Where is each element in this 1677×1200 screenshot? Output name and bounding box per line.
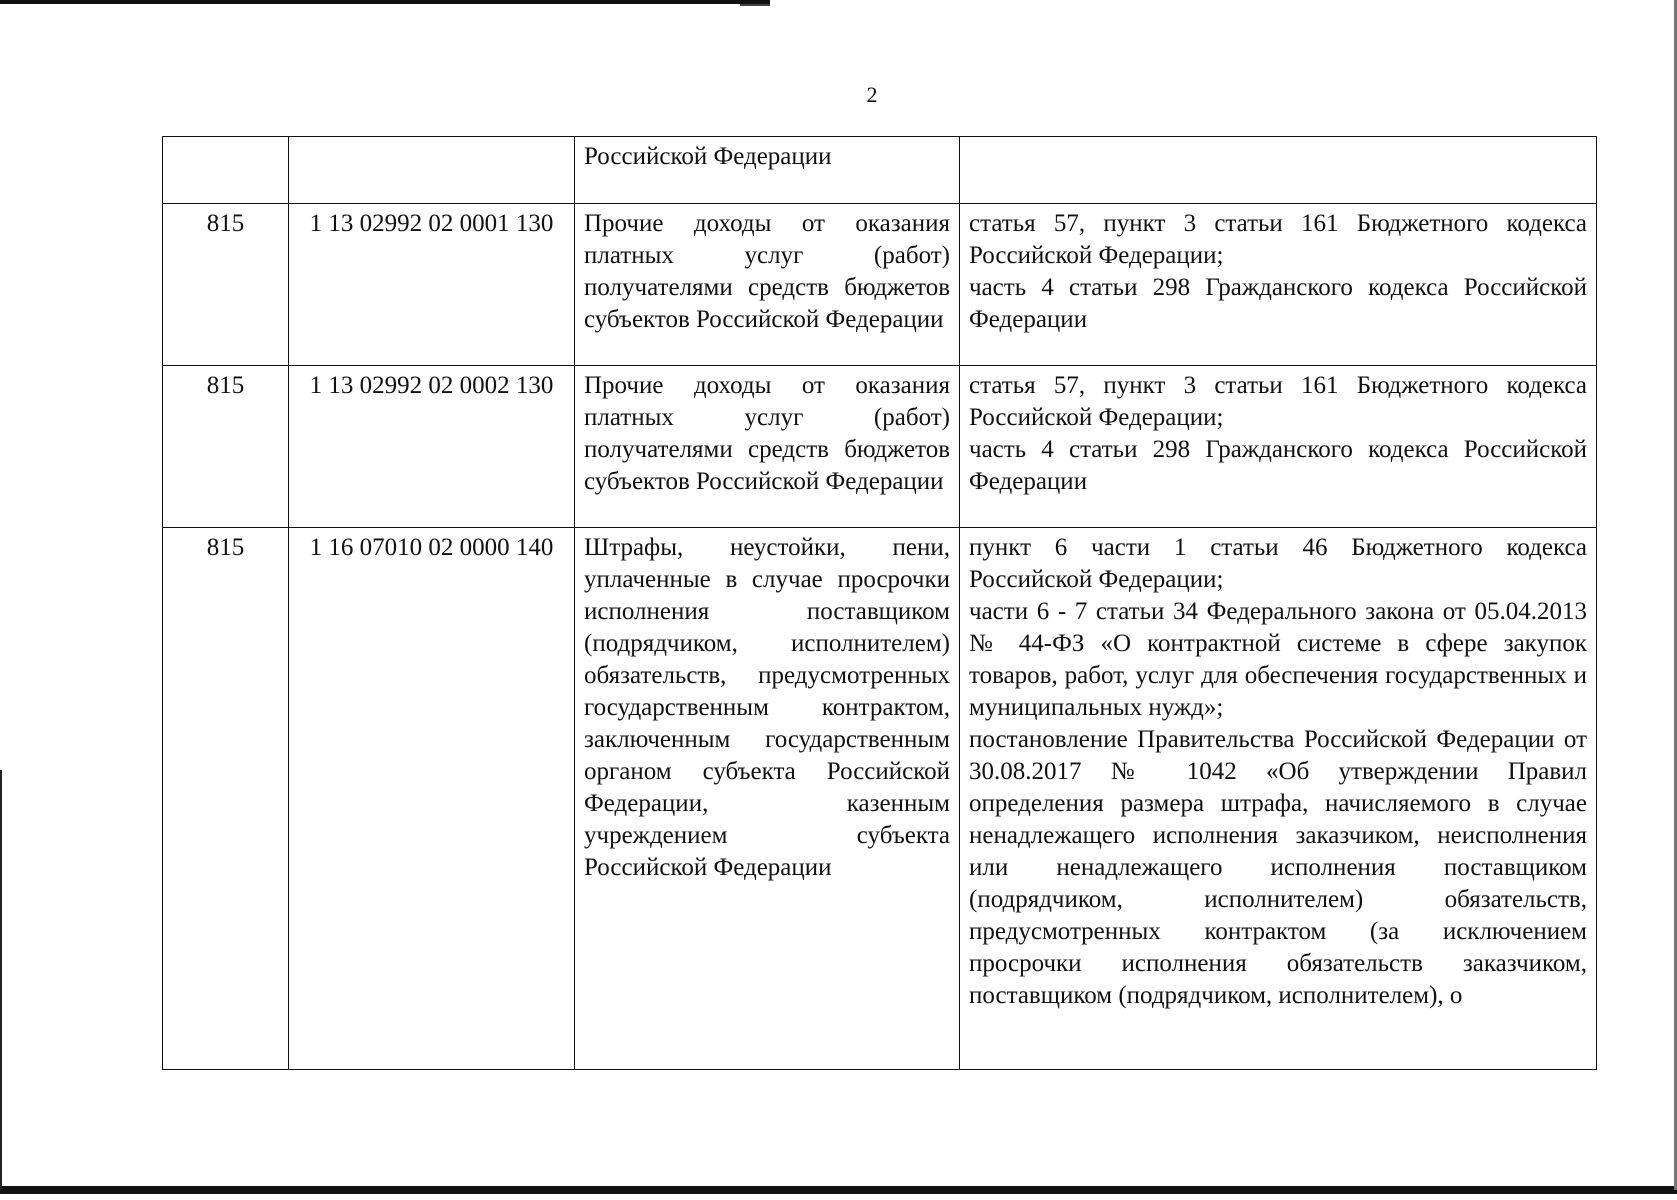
legal-basis-line: часть 4 статьи 298 Гражданского кодекса Российской Федерации (969, 436, 1587, 495)
revenue-name-cell: Штрафы, неустойки, пени, уплаченные в случае просрочки исполнения поставщиком (подрядчиком, исполнителем) обязательств, предусмотренных государственным контрактом, заключенным государственным органом субъекта Российской Федерации, казенным учреждением субъекта Российской Федерации (575, 528, 960, 1070)
kbk-code-cell: 1 16 07010 02 0000 140 (289, 528, 575, 1070)
revenue-name-cell: Российской Федерации (575, 137, 960, 204)
legal-basis-cell (960, 137, 1597, 204)
legal-basis-cell (960, 204, 1597, 366)
admin-code-cell: 815 (163, 528, 289, 1070)
scan-edge-top (0, 0, 770, 4)
kbk-code-cell (289, 137, 575, 204)
table-row (163, 366, 1597, 528)
legal-basis-cell (960, 366, 1597, 528)
legal-basis-line: часть 4 статьи 298 Гражданского кодекса Российской Федерации (969, 274, 1587, 333)
revenue-name-cell: Прочие доходы от оказания платных услуг (работ) получателями средств бюджетов субъектов Российской Федерации (575, 204, 960, 366)
legal-basis-line: части 6 - 7 статьи 34 Федерального закона от 05.04.2013 № 44-ФЗ «О контрактной системе в сфере закупок товаров, работ, услуг для обеспечения государственных и муниципальных нужд»; (969, 598, 1587, 721)
revenue-codes-table (162, 136, 1597, 1070)
revenue-name-cell: Прочие доходы от оказания платных услуг (работ) получателями средств бюджетов субъектов Российской Федерации (575, 366, 960, 528)
table-row (163, 137, 1597, 204)
table-row (163, 528, 1597, 1070)
table-row (163, 204, 1597, 366)
legal-basis-cell (960, 528, 1597, 1070)
page-number: 2 (866, 82, 878, 107)
scan-edge-left (0, 770, 2, 1190)
admin-code-cell: 815 (163, 204, 289, 366)
kbk-code-cell: 1 13 02992 02 0002 130 (289, 366, 575, 528)
legal-basis-line: пункт 6 части 1 статьи 46 Бюджетного кодекса Российской Федерации; (969, 534, 1587, 593)
legal-basis-line: постановление Правительства Российской Федерации от 30.08.2017 № 1042 «Об утверждении Правил определения размера штрафа, начисляемого в случае ненадлежащего исполнения заказчиком, неисполнения или ненадлежащего исполнения поставщиком (подрядчиком, исполнителем) обязательств, предусмотренных контрактом (за исключением просрочки исполнения обязательств заказчиком, поставщиком (подрядчиком, исполнителем), о (969, 726, 1587, 1009)
admin-code-cell: 815 (163, 366, 289, 528)
admin-code-cell (163, 137, 289, 204)
scan-edge-bottom (0, 1186, 1677, 1194)
legal-basis-line: статья 57, пункт 3 статьи 161 Бюджетного кодекса Российской Федерации; (969, 372, 1587, 431)
kbk-code-cell: 1 13 02992 02 0001 130 (289, 204, 575, 366)
legal-basis-line: статья 57, пункт 3 статьи 161 Бюджетного кодекса Российской Федерации; (969, 210, 1587, 269)
scan-edge-top-thin (740, 4, 770, 6)
